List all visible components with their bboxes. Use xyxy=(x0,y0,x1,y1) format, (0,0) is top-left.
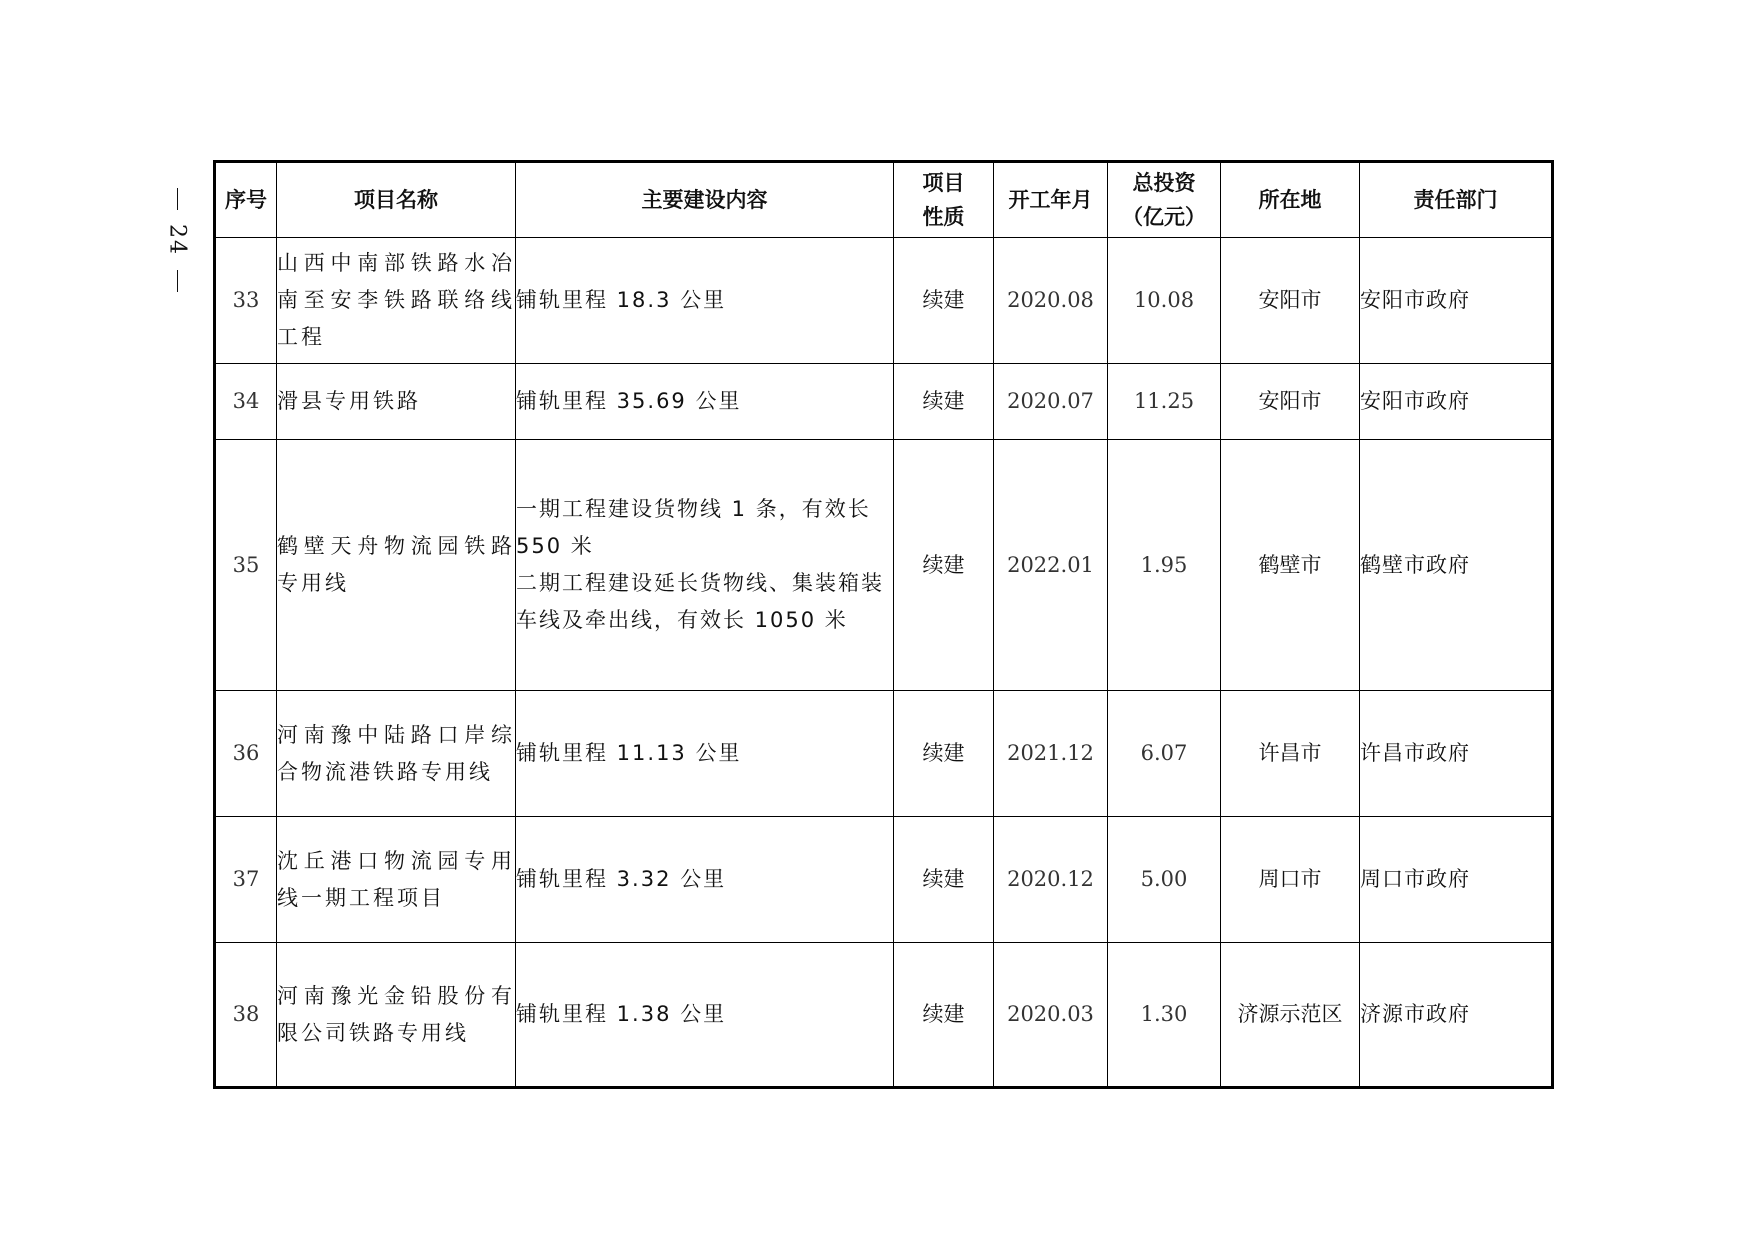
cell-content: 铺轨里程 1.38 公里 xyxy=(516,943,894,1088)
cell-content: 铺轨里程 35.69 公里 xyxy=(516,364,894,440)
cell-investment: 1.30 xyxy=(1108,943,1221,1088)
cell-nature: 续建 xyxy=(894,817,994,943)
cell-start: 2020.03 xyxy=(994,943,1108,1088)
table-row xyxy=(215,817,1553,943)
cell-nature: 续建 xyxy=(894,238,994,364)
cell-no: 33 xyxy=(215,238,277,364)
cell-no: 34 xyxy=(215,364,277,440)
cell-content xyxy=(516,440,894,691)
header-dept: 责任部门 xyxy=(1360,162,1553,238)
cell-nature: 续建 xyxy=(894,943,994,1088)
cell-location: 安阳市 xyxy=(1221,238,1360,364)
header-nature-line-2: 性质 xyxy=(922,205,965,229)
cell-content: 铺轨里程 3.32 公里 xyxy=(516,817,894,943)
cell-dept: 安阳市政府 xyxy=(1360,238,1553,364)
cell-investment: 11.25 xyxy=(1108,364,1221,440)
page-number-dash-bottom xyxy=(177,270,178,292)
cell-no: 36 xyxy=(215,691,277,817)
table-row xyxy=(215,440,1553,691)
cell-location: 济源示范区 xyxy=(1221,943,1360,1088)
cell-name: 滑县专用铁路 xyxy=(277,364,516,440)
cell-investment: 10.08 xyxy=(1108,238,1221,364)
cell-investment: 5.00 xyxy=(1108,817,1221,943)
page-number xyxy=(157,188,197,328)
table-row xyxy=(215,691,1553,817)
cell-no: 38 xyxy=(215,943,277,1088)
cell-location: 安阳市 xyxy=(1221,364,1360,440)
header-nature xyxy=(894,162,994,238)
cell-dept: 鹤壁市政府 xyxy=(1360,440,1553,691)
cell-start: 2020.12 xyxy=(994,817,1108,943)
header-location: 所在地 xyxy=(1221,162,1360,238)
cell-dept: 周口市政府 xyxy=(1360,817,1553,943)
header-name: 项目名称 xyxy=(277,162,516,238)
cell-dept: 许昌市政府 xyxy=(1360,691,1553,817)
header-no: 序号 xyxy=(215,162,277,238)
cell-name: 沈丘港口物流园专用线一期工程项目 xyxy=(277,817,516,943)
cell-nature: 续建 xyxy=(894,691,994,817)
cell-start: 2021.12 xyxy=(994,691,1108,817)
cell-start: 2022.01 xyxy=(994,440,1108,691)
cell-name: 山西中南部铁路水冶南至安李铁路联络线工程 xyxy=(277,238,516,364)
cell-location: 鹤壁市 xyxy=(1221,440,1360,691)
projects-table xyxy=(213,160,1554,1089)
cell-nature: 续建 xyxy=(894,364,994,440)
cell-no: 35 xyxy=(215,440,277,691)
cell-start: 2020.08 xyxy=(994,238,1108,364)
cell-nature: 续建 xyxy=(894,440,994,691)
cell-name: 河南豫光金铅股份有限公司铁路专用线 xyxy=(277,943,516,1088)
page-number-value: 24 xyxy=(164,224,190,256)
header-nature-line-1: 项目 xyxy=(922,171,965,195)
table-row xyxy=(215,364,1553,440)
cell-investment: 1.95 xyxy=(1108,440,1221,691)
cell-content: 铺轨里程 11.13 公里 xyxy=(516,691,894,817)
header-investment-line-1: 总投资 xyxy=(1132,171,1196,195)
cell-start: 2020.07 xyxy=(994,364,1108,440)
table-row xyxy=(215,943,1553,1088)
cell-dept: 济源市政府 xyxy=(1360,943,1553,1088)
cell-name: 鹤壁天舟物流园铁路专用线 xyxy=(277,440,516,691)
page-number-dash-top xyxy=(177,188,178,210)
cell-content: 铺轨里程 18.3 公里 xyxy=(516,238,894,364)
cell-content-line: 二期工程建设延长货物线、集装箱装车线及牵出线，有效长 1050 米 xyxy=(516,571,884,632)
cell-investment: 6.07 xyxy=(1108,691,1221,817)
cell-name: 河南豫中陆路口岸综合物流港铁路专用线 xyxy=(277,691,516,817)
table-row xyxy=(215,238,1553,364)
header-investment xyxy=(1108,162,1221,238)
cell-location: 周口市 xyxy=(1221,817,1360,943)
cell-dept: 安阳市政府 xyxy=(1360,364,1553,440)
table-header-row xyxy=(215,162,1553,238)
header-content: 主要建设内容 xyxy=(516,162,894,238)
header-investment-line-2: （亿元） xyxy=(1122,205,1206,229)
header-start: 开工年月 xyxy=(994,162,1108,238)
cell-location: 许昌市 xyxy=(1221,691,1360,817)
cell-content-line: 一期工程建设货物线 1 条，有效长 550 米 xyxy=(516,497,871,558)
cell-no: 37 xyxy=(215,817,277,943)
